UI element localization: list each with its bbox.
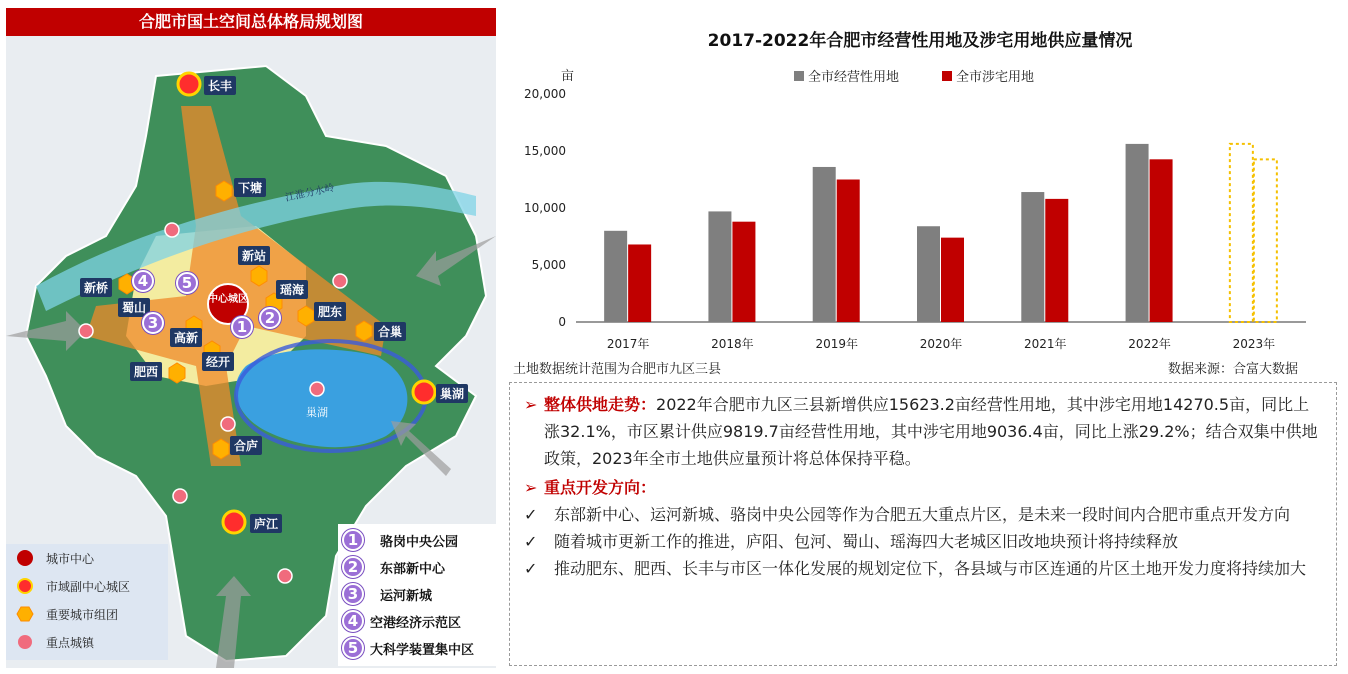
legend-item-sub-center: 市域副中心城区 <box>14 576 130 596</box>
place-yaohai: 瑶海 <box>276 280 308 299</box>
orange-hexagon-icon <box>14 605 36 623</box>
projection-bar-residential <box>1254 159 1277 322</box>
analysis-box <box>509 382 1337 666</box>
bar-residential <box>732 222 755 322</box>
legend-label: 全市经营性用地 <box>808 70 900 85</box>
check-icon: ✓ <box>524 559 538 578</box>
bar-residential <box>941 238 964 322</box>
place-changfeng: 长丰 <box>204 76 236 95</box>
x-tick-label: 2020年 <box>919 337 963 351</box>
legend-item-city-group: 重要城市组团 <box>14 604 118 624</box>
legend-swatch <box>942 71 952 81</box>
zone-marker-3: 3 <box>142 312 164 334</box>
key-zones-list <box>338 524 496 666</box>
x-tick-label: 2017年 <box>606 337 650 351</box>
place-chaohu: 巢湖 <box>436 384 468 403</box>
y-tick-label: 15,000 <box>524 144 566 158</box>
x-tick-label: 2022年 <box>1128 337 1171 351</box>
bar-residential <box>1150 159 1173 322</box>
y-tick-label: 10,000 <box>524 201 566 215</box>
bullet-item: ✓ 推动肥东、肥西、长丰与市区一体化发展的规划定位下，各县域与市区连通的片区土地开发力度将持续加大 <box>524 555 1322 582</box>
red-yellow-circle-icon <box>14 577 36 595</box>
zone-marker-5: 5 <box>176 272 198 294</box>
check-icon: ✓ <box>524 532 538 551</box>
bar-residential <box>837 180 860 323</box>
y-tick-label: 0 <box>558 315 566 329</box>
place-shushan: 蜀山 <box>118 298 150 317</box>
y-tick-label: 5,000 <box>531 258 566 272</box>
trend-text: 2022年合肥市九区三县新增供应15623.2亩经营性用地，其中涉宅用地14270.5亩，同比上涨32.1%，市区累计供应9819.7亩经营性用地，其中涉宅用地9036.4亩，同比上涨29.2%；结合双集中供地政策，2023年全市土地供应量预计将总体保持平稳。 <box>544 395 1318 468</box>
land-supply-bar-chart <box>506 56 1336 356</box>
data-source-note: 数据来源：合富大数据 <box>1168 362 1299 377</box>
bar-commercial <box>604 231 627 322</box>
chart-title: 2017-2022年合肥市经营性用地及涉宅用地供应量情况 <box>707 31 1133 51</box>
analysis-section-trend <box>524 391 1322 472</box>
direction-heading: 重点开发方向： <box>544 478 657 497</box>
arrow-marker-icon: ➢ <box>524 478 538 497</box>
x-tick-label: 2019年 <box>815 337 858 351</box>
bar-commercial <box>1126 144 1149 322</box>
arrow-marker-icon: ➢ <box>524 395 538 414</box>
place-gaoxin: 高新 <box>170 328 202 347</box>
place-feidong: 肥东 <box>314 302 346 321</box>
zone-item-3: 3 运河新城 <box>342 582 432 606</box>
bar-residential <box>628 244 651 322</box>
bar-commercial <box>1021 192 1044 322</box>
zone-item-5: 5 大科学装置集中区 <box>342 636 474 660</box>
x-tick-label: 2018年 <box>711 337 754 351</box>
x-tick-label: 2023年 <box>1232 337 1276 351</box>
place-helu: 合庐 <box>230 436 262 455</box>
data-scope-note: 土地数据统计范围为合肥市九区三县 <box>513 362 722 377</box>
zone-marker-2: 2 <box>259 307 281 329</box>
zone-marker-1: 1 <box>231 316 253 338</box>
x-tick-label: 2021年 <box>1024 337 1067 351</box>
place-xinqiao: 新桥 <box>80 278 112 297</box>
pink-circle-icon <box>14 633 36 651</box>
lake-label: 巢湖 <box>306 406 328 419</box>
bullet-item: ✓ 东部新中心、运河新城、骆岗中央公园等作为合肥五大重点片区，是未来一段时间内合肥市重点开发方向 <box>524 501 1322 528</box>
planning-map-panel <box>6 8 496 668</box>
legend-item-key-town: 重点城镇 <box>14 632 94 652</box>
bar-commercial <box>917 226 940 322</box>
map-legend <box>6 544 168 660</box>
legend-swatch <box>794 71 804 81</box>
zone-marker-4: 4 <box>132 270 154 292</box>
bar-residential <box>1045 199 1068 322</box>
y-tick-label: 20,000 <box>524 87 566 101</box>
place-feixi: 肥西 <box>130 362 162 381</box>
place-xiatang: 下塘 <box>234 178 266 197</box>
bar-commercial <box>813 167 836 322</box>
y-axis-unit: 亩 <box>560 69 574 84</box>
center-label: 中心城区 <box>208 294 248 305</box>
analysis-section-direction <box>524 474 1322 501</box>
place-lujiang: 庐江 <box>250 514 282 533</box>
river-label: 江淮分水岭 <box>284 182 336 204</box>
bar-commercial <box>708 211 731 322</box>
zone-item-4: 4 空港经济示范区 <box>342 609 461 633</box>
legend-label: 全市涉宅用地 <box>956 70 1035 85</box>
zone-item-2: 2 东部新中心 <box>342 555 445 579</box>
place-jingkai: 经开 <box>202 352 234 371</box>
place-hechao: 合巢 <box>374 322 406 341</box>
place-xinzhan: 新站 <box>238 246 270 265</box>
projection-bar-commercial <box>1230 144 1253 322</box>
zone-item-1: 1 骆岗中央公园 <box>342 528 458 552</box>
map-title: 合肥市国土空间总体格局规划图 <box>6 8 496 36</box>
trend-heading: 整体供地走势： <box>544 395 657 414</box>
legend-item-city-center: 城市中心 <box>14 548 94 568</box>
bullet-item: ✓ 随着城市更新工作的推进，庐阳、包河、蜀山、瑶海四大老城区旧改地块预计将持续释放 <box>524 528 1322 555</box>
dark-red-circle-icon <box>14 549 36 567</box>
check-icon: ✓ <box>524 505 538 524</box>
